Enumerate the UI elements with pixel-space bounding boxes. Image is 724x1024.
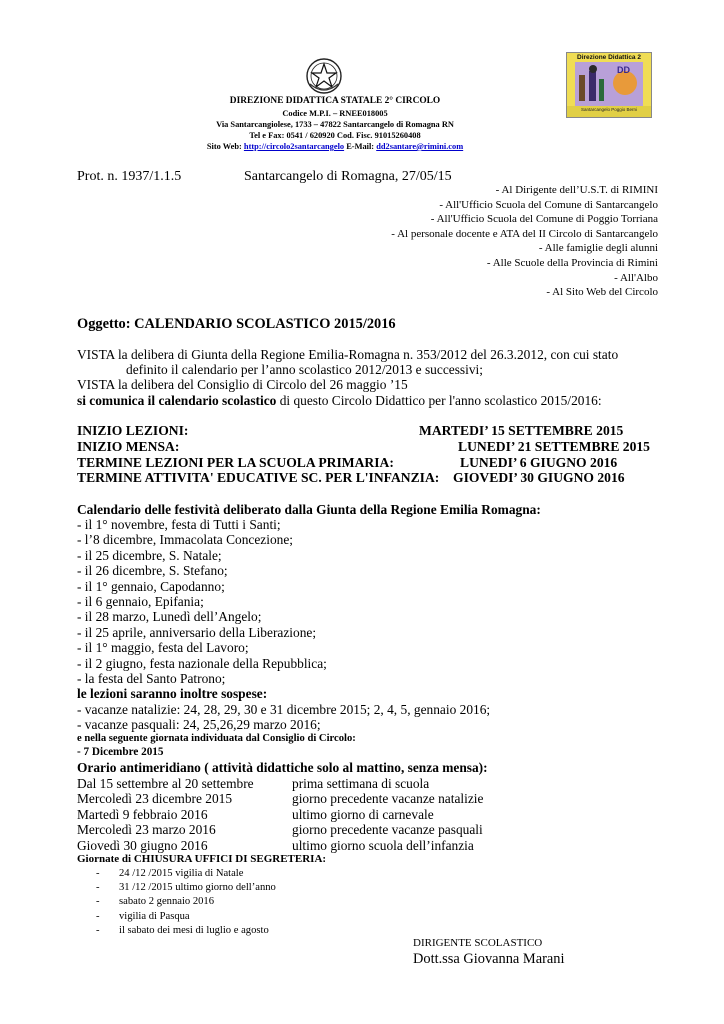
council-day: - 7 Dicembre 2015 — [77, 746, 164, 758]
schedule-date: Martedì 9 febbraio 2016 — [77, 806, 208, 822]
suspended-item: - vacanze pasquali: 24, 25,26,29 marzo 2016; — [77, 717, 321, 733]
comunica-bold: si comunica il calendario scolastico — [77, 393, 277, 408]
key-date-row — [77, 439, 650, 455]
closure-text: 24 /12 /2015 vigilia di Natale — [119, 868, 244, 879]
recipient: - All'Albo — [614, 271, 658, 284]
recipient: - Al Dirigente dell’U.S.T. di RIMINI — [495, 184, 658, 196]
recipient: - All'Ufficio Scuola del Comune di Santarcangelo — [439, 198, 658, 211]
bullet-dash: - — [96, 910, 100, 922]
schedule-note: ultimo giorno scuola dell’infanzia — [292, 837, 474, 853]
subject-heading: Oggetto: CALENDARIO SCOLASTICO 2015/2016 — [77, 316, 396, 332]
signature-role: DIRIGENTE SCOLASTICO — [413, 937, 543, 949]
comunica-rest: di questo Circolo Didattico per l'anno scolastico 2015/2016: — [276, 393, 602, 408]
schedule-row — [77, 806, 434, 822]
vista-line-1: VISTA la delibera di Giunta della Regione Emilia-Romagna n. 353/2012 del 26.3.2012, con cui stato — [77, 347, 619, 362]
closure-text: vigilia di Pasqua — [119, 910, 190, 922]
key-date-label: TERMINE ATTIVITA' EDUCATIVE SC. PER L'INFANZIA: — [77, 470, 440, 485]
holiday-item: - la festa del Santo Patrono; — [77, 671, 226, 687]
vista-line-2: VISTA la delibera del Consiglio di Circolo del 26 maggio ’15 — [77, 377, 408, 392]
recipient: - All'Ufficio Scuola del Comune di Poggio Torriana — [430, 213, 658, 226]
logo-title: Direzione Didattica 2 — [577, 54, 641, 61]
key-date-value: GIOVEDI’ 30 GIUGNO 2016 — [453, 470, 625, 485]
republic-emblem-icon — [304, 56, 344, 96]
school-phone: Tel e Fax: 0541 / 620920 Cod. Fisc. 91015260408 — [249, 131, 421, 140]
site-label: Sito Web: — [206, 142, 244, 151]
holiday-item: - il 1° maggio, festa del Lavoro; — [77, 640, 249, 656]
school-logo — [566, 52, 652, 118]
bullet-dash: - — [96, 896, 100, 908]
recipient: - Alle famiglie degli alunni — [538, 242, 658, 255]
council-day-title: e nella seguente giornata individuata dal Consiglio di Circolo: — [77, 733, 356, 744]
recipient: - Alle Scuole della Provincia di Rimini — [486, 256, 658, 269]
holiday-item: - il 6 gennaio, Epifania; — [77, 594, 204, 610]
holiday-item: - il 1° gennaio, Capodanno; — [77, 578, 225, 594]
key-date-row — [77, 423, 624, 439]
holiday-item: - il 25 dicembre, S. Natale; — [77, 547, 222, 563]
schedule-note: prima settimana di scuola — [292, 776, 430, 791]
vista-line-1b: definito il calendario per l’anno scolastico 2012/2013 e successivi; — [126, 362, 483, 377]
suspended-title: le lezioni saranno inoltre sospese: — [77, 686, 268, 702]
school-code: Codice M.P.I. – RNEE018005 — [282, 109, 388, 118]
comunica-line — [77, 393, 602, 409]
suspended-item: - vacanze natalizie: 24, 28, 29, 30 e 31 dicembre 2015; 2, 4, 5, gennaio 2016; — [77, 701, 491, 717]
school-address: Via Santarcangiolese, 1733 – 47822 Santarcangelo di Romagna RN — [216, 120, 454, 129]
logo-letters: DD — [617, 65, 630, 75]
schedule-date: Mercoledì 23 dicembre 2015 — [77, 791, 233, 807]
recipient: - Al personale docente e ATA del II Circolo di Santarcangelo — [391, 227, 658, 240]
holidays-list — [77, 517, 490, 733]
schedule-note: giorno precedente vacanze natalizie — [292, 791, 484, 807]
key-date-value: LUNEDI’ 21 SETTEMBRE 2015 — [458, 439, 650, 454]
holiday-item: - l’8 dicembre, Immacolata Concezione; — [77, 532, 294, 548]
key-date-label: INIZIO MENSA: — [77, 439, 180, 454]
schedule-date: Mercoledì 23 marzo 2016 — [77, 822, 216, 838]
school-name: DIREZIONE DIDATTICA STATALE 2° CIRCOLO — [229, 96, 441, 106]
key-date-label: INIZIO LEZIONI: — [77, 423, 189, 438]
recipients-list — [391, 183, 658, 300]
recipient: - Al Sito Web del Circolo — [546, 286, 658, 299]
schedule-row — [77, 837, 474, 853]
bullet-dash: - — [96, 882, 100, 894]
holiday-item: - il 25 aprile, anniversario della Liberazione; — [77, 624, 317, 640]
holiday-item: - il 1° novembre, festa di Tutti i Santi; — [77, 517, 281, 532]
schedule-row — [77, 776, 430, 791]
closure-text: sabato 2 gennaio 2016 — [119, 896, 215, 908]
morning-title: Orario antimeridiano ( attività didattiche solo al mattino, senza mensa): — [77, 760, 488, 775]
place-date: Santarcangelo di Romagna, 27/05/15 — [244, 169, 452, 184]
school-web-line — [150, 141, 520, 153]
holidays-title: Calendario delle festività deliberato dalla Giunta della Regione Emilia Romagna: — [77, 502, 541, 517]
signature-name: Dott.ssa Giovanna Marani — [413, 951, 565, 967]
holiday-item: - il 26 dicembre, S. Stefano; — [77, 563, 228, 579]
key-date-label: TERMINE LEZIONI PER LA SCUOLA PRIMARIA: — [77, 455, 394, 470]
schedule-row — [77, 791, 484, 807]
logo-caption: Santarcangelo Poggio Berni — [580, 107, 638, 112]
bullet-dash: - — [96, 868, 100, 879]
closure-text: 31 /12 /2015 ultimo giorno dell’anno — [119, 882, 276, 894]
site-link[interactable]: http://circolo2santarcangelo — [243, 142, 345, 151]
holiday-item: - il 2 giugno, festa nazionale della Repubblica; — [77, 655, 327, 671]
morning-schedule — [77, 776, 484, 853]
bullet-dash: - — [96, 924, 100, 936]
key-date-row — [77, 470, 625, 486]
closure-text: il sabato dei mesi di luglio e agosto — [119, 924, 269, 936]
schedule-note: ultimo giorno di carnevale — [292, 806, 434, 822]
email-label: E-Mail: — [344, 142, 377, 151]
schedule-note: giorno precedente vacanze pasquali — [292, 822, 483, 838]
schedule-date: Giovedì 30 giugno 2016 — [77, 837, 208, 853]
holiday-item: - il 28 marzo, Lunedì dell’Angelo; — [77, 609, 262, 625]
key-date-value: MARTEDI’ 15 SETTEMBRE 2015 — [419, 423, 624, 438]
key-date-row — [77, 455, 618, 471]
key-date-value: LUNEDI’ 6 GIUGNO 2016 — [460, 455, 618, 470]
schedule-date: Dal 15 settembre al 20 settembre — [77, 776, 254, 791]
schedule-row — [77, 822, 483, 838]
closures-title: Giornate di CHIUSURA UFFICI DI SEGRETERIA: — [77, 853, 327, 865]
email-link[interactable]: dd2santare@rimini.com — [376, 142, 464, 151]
protocol-number: Prot. n. 1937/1.1.5 — [77, 169, 182, 184]
